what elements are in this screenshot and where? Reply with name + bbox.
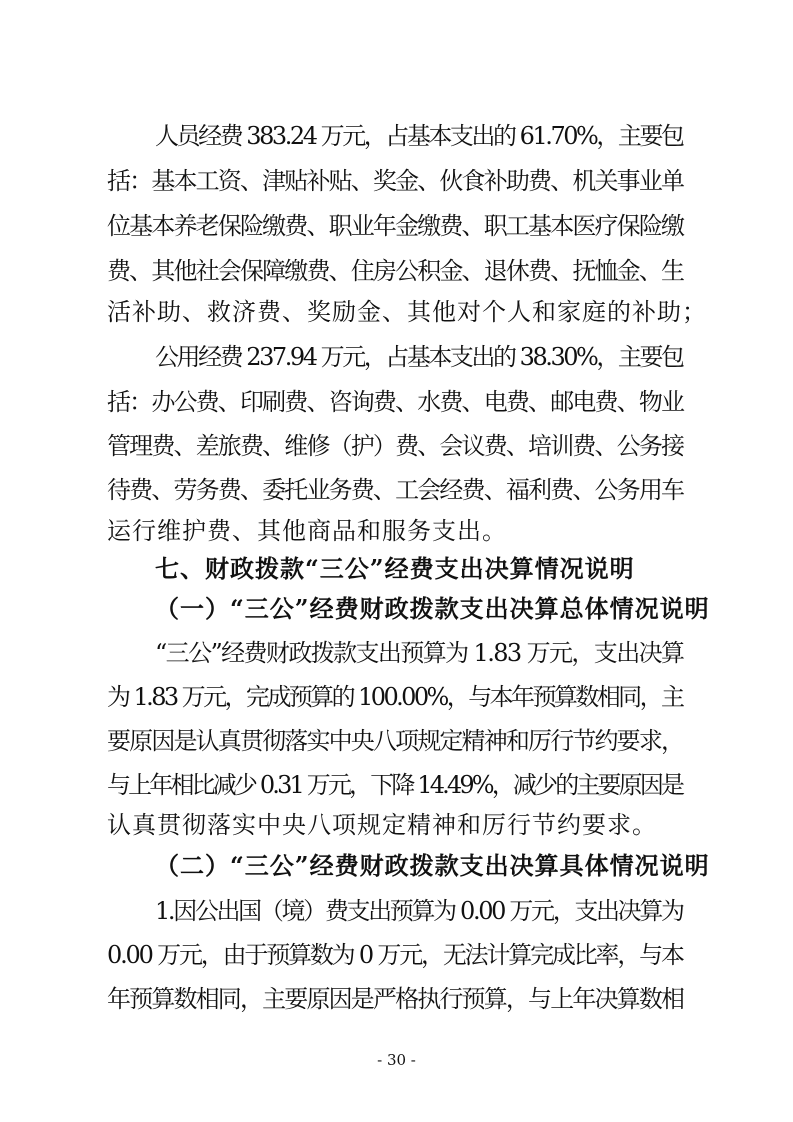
section-heading: 七、财政拨款“三公”经费支出决算情况说明	[155, 554, 635, 583]
text-line: 人员经费 383.24 万元，占基本支出的 61.70%，主要包	[155, 122, 683, 150]
text-line: 管理费、差旅费、维修（护）费、会议费、培训费、公务接	[107, 432, 684, 460]
text-line: “三公”经费财政拨款支出预算为 1.83 万元，支出决算	[155, 639, 684, 667]
text-line: 活补助、救济费、奖励金、其他对个人和家庭的补助；	[107, 298, 707, 326]
text-line: 括：基本工资、津贴补贴、奖金、伙食补助费、机关事业单	[107, 167, 684, 195]
page-number: - 30 -	[377, 1051, 416, 1069]
subsection-heading: （一）“三公”经费财政拨款支出决算总体情况说明	[155, 594, 710, 623]
subsection-heading: （二）“三公”经费财政拨款支出决算具体情况说明	[155, 851, 710, 880]
text-line: 要原因是认真贯彻落实中央八项规定精神和厉行节约要求，	[107, 727, 684, 755]
text-line: 公用经费 237.94 万元，占基本支出的 38.30%，主要包	[155, 343, 683, 371]
text-line: 为 1.83 万元，完成预算的 100.00%，与本年预算数相同，主	[107, 683, 683, 711]
text-line: 0.00 万元，由于预算数为 0 万元，无法计算完成比率，与本	[107, 941, 683, 969]
text-line: 与上年相比减少 0.31 万元，下降 14.49%，减少的主要原因是	[107, 771, 683, 799]
text-line: 1.因公出国（境）费支出预算为 0.00 万元，支出决算为	[155, 897, 683, 925]
text-line: 认真贯彻落实中央八项规定精神和厉行节约要求。	[107, 811, 657, 839]
text-line: 费、其他社会保障缴费、住房公积金、退休费、抚恤金、生	[107, 257, 684, 285]
text-line: 待费、劳务费、委托业务费、工会经费、福利费、公务用车	[107, 476, 684, 504]
text-line: 括：办公费、印刷费、咨询费、水费、电费、邮电费、物业	[107, 388, 684, 416]
text-line: 位基本养老保险缴费、职业年金缴费、职工基本医疗保险缴	[107, 212, 684, 240]
text-line: 运行维护费、其他商品和服务支出。	[107, 517, 507, 545]
text-line: 年预算数相同，主要原因是严格执行预算，与上年决算数相	[107, 985, 684, 1013]
